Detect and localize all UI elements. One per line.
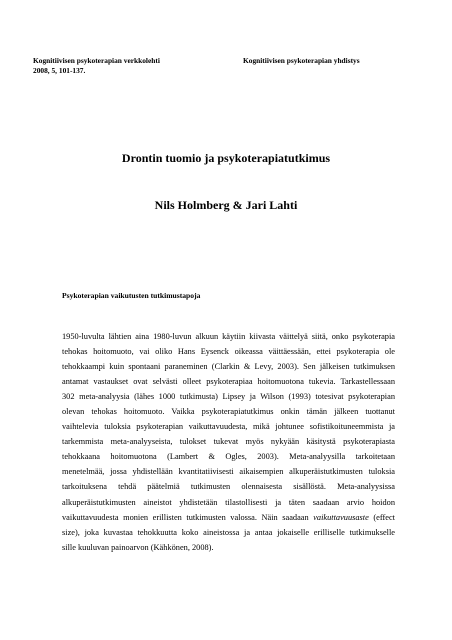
paragraph-line: antamat vastaukset ovat selvästi olleet psykoterapiaa hoitomuotona tukevia. Tarkastellessaan bbox=[62, 377, 395, 387]
article-title: Drontin tuomio ja psykoterapiatutkimus bbox=[121, 151, 331, 165]
paragraph-line: sille kuuluvan painoarvon (Kähkönen, 2008). bbox=[62, 542, 214, 552]
section-heading: Psykoterapian vaikutusten tutkimustapoja bbox=[62, 291, 201, 300]
paragraph-line-text: vaikuttavuudesta monien erillisten tutkimusten valossa. Näin saadaan bbox=[62, 512, 309, 522]
paragraph-line: olevan tehokas hoitomuoto. Vaikka psykoterapiatutkimus onkin tämän jälkeen tuottanut bbox=[62, 407, 395, 417]
paragraph-line: size), joka kuvastaa tehokkuutta koko aineistossa ja antaa jokaiselle erilliselle tutkimukselle bbox=[62, 527, 395, 537]
publisher-header: Kognitiivisen psykoterapian yhdistys bbox=[243, 56, 360, 65]
paragraph-line-tail: (effect bbox=[373, 512, 395, 522]
body-paragraph bbox=[62, 329, 395, 555]
journal-name: Kognitiivisen psykoterapian verkkolehti bbox=[33, 56, 160, 65]
article-authors: Nils Holmberg & Jari Lahti bbox=[154, 198, 298, 212]
journal-header bbox=[33, 56, 233, 76]
paragraph-line: 302 meta-analyysia (lähes 1000 tutkimusta) Lipsey ja Wilson (1993) totesivat psykoterapian bbox=[62, 392, 395, 402]
paragraph-line: tehokkaana hoitomuotona (Lambert & Ogles, 2003). Meta-analyysilla tarkoitetaan bbox=[62, 452, 395, 462]
paragraph-line: vaihtelevia tuloksia psykoterapian vaikuttavuudesta, mikä johtunee sofistikoituneemmista ja bbox=[62, 422, 395, 432]
paragraph-line: tehokkaampi kuin spontaani paraneminen (Clarkin & Levy, 2003). Sen jälkeisen tutkimuksen bbox=[62, 362, 395, 372]
italic-term: vaikuttavuusaste bbox=[313, 512, 369, 522]
paragraph-line: menetelmää, jossa yhdistellään kvantitatiivisesti aikaisempien alkuperäistutkimusten tuloksia bbox=[62, 467, 395, 477]
paragraph-line: 1950-luvulta lähtien aina 1980-luvun alkuun käytiin kiivasta väittelyä siitä, onko psykoterapia bbox=[62, 332, 395, 341]
paragraph-line: alkuperäistutkimusten aineistot yhdistetään tilastollisesti ja täten saadaan arvio hoidon bbox=[62, 497, 395, 507]
paragraph-line-mixed bbox=[62, 510, 395, 525]
paragraph-line: tarkemmista meta-analyyseista, tulokset tukevat myös nykyään käsitystä psykoterapiasta bbox=[62, 437, 395, 447]
paragraph-line: tehokas hoitomuoto, vai oliko Hans Eysenck oikeassa väittäessään, ettei psykoterapia ole bbox=[62, 347, 395, 357]
journal-volume: 2008, 5, 101-137. bbox=[33, 66, 86, 75]
paragraph-line: tarkoituksena tehdä päätelmiä tutkimusten olennaisesta sisällöstä. Meta-analyysissa bbox=[62, 482, 395, 492]
